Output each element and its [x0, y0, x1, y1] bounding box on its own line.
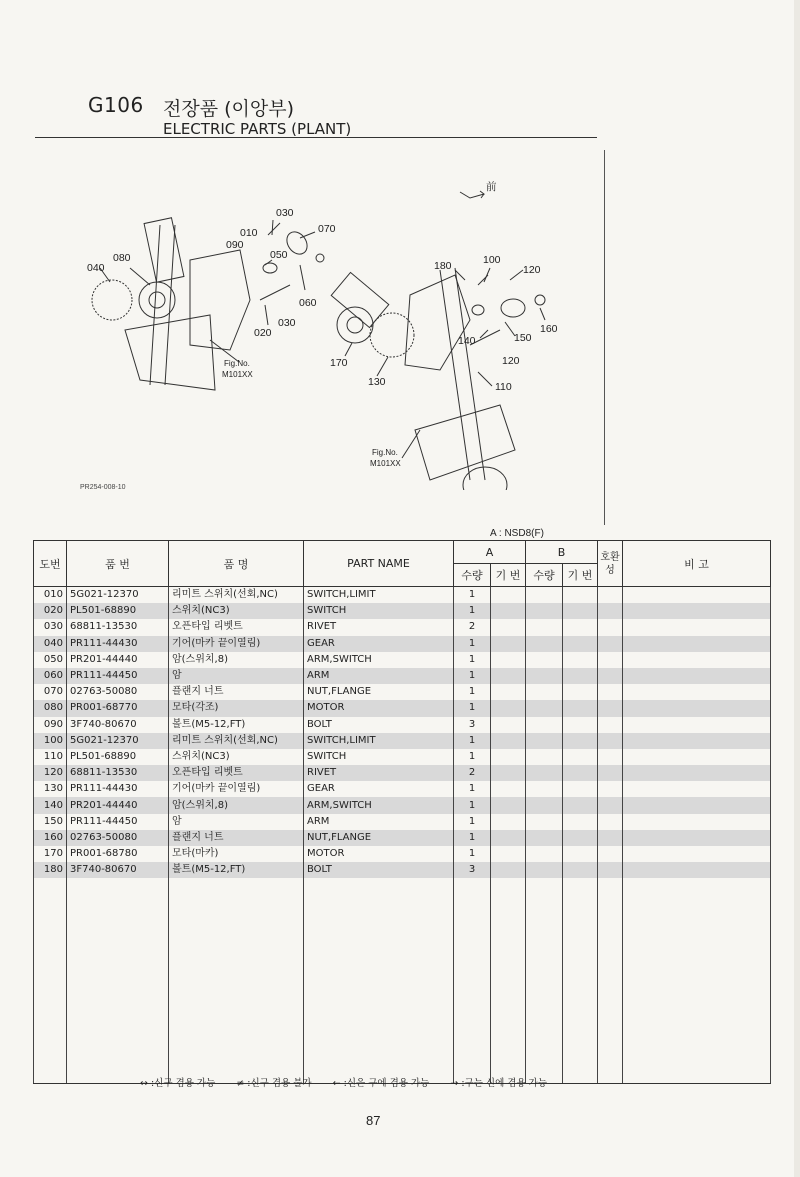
cell-qty-a: 1 — [454, 797, 491, 813]
cell-remarks — [623, 619, 771, 635]
cell-ref-no: 180 — [34, 862, 67, 878]
right-bracket — [405, 275, 470, 370]
cell-ref-no: 050 — [34, 652, 67, 668]
cell-part-name: ARM,SWITCH — [304, 652, 454, 668]
cell-serial-b — [563, 733, 598, 749]
legend-item: ↔ :신구 겸용 가능 — [140, 1078, 216, 1089]
cell-qty-b — [526, 749, 563, 765]
col-serial-a: 기 번 — [491, 564, 526, 587]
cell-compat — [598, 684, 623, 700]
cell-serial-b — [563, 717, 598, 733]
col-ref-no: 도번 — [34, 541, 67, 587]
empty-cell — [454, 878, 491, 1084]
cell-remarks — [623, 846, 771, 862]
empty-cell — [623, 878, 771, 1084]
table-row — [34, 603, 771, 619]
cell-part-name: ARM,SWITCH — [304, 797, 454, 813]
callout-170: 170 — [330, 357, 348, 369]
cell-serial-b — [563, 765, 598, 781]
cell-part-no: PR001-68770 — [67, 700, 169, 716]
cell-remarks — [623, 636, 771, 652]
col-name-ko: 품 명 — [169, 541, 304, 587]
table-row — [34, 862, 771, 878]
cell-part-no: PL501-68890 — [67, 603, 169, 619]
right-motor-gear — [337, 307, 373, 343]
cell-part-no: 3F740-80670 — [67, 862, 169, 878]
cell-serial-a — [491, 717, 526, 733]
fig-no-value-right: M101XX — [370, 459, 401, 468]
callout-060: 060 — [299, 297, 317, 309]
table-row — [34, 717, 771, 733]
cell-serial-b — [563, 587, 598, 604]
header-rule — [35, 137, 597, 138]
empty-cell — [491, 878, 526, 1084]
cell-name-ko: 암 — [169, 814, 304, 830]
callout-020: 020 — [254, 327, 272, 339]
cell-name-ko: 암 — [169, 668, 304, 684]
diagram-frame-line — [604, 150, 605, 525]
cell-serial-a — [491, 733, 526, 749]
table-row — [34, 797, 771, 813]
cell-qty-a: 2 — [454, 619, 491, 635]
cell-part-name: BOLT — [304, 717, 454, 733]
cell-name-ko: 플랜지 너트 — [169, 684, 304, 700]
parts-table-body — [34, 587, 771, 1084]
cell-compat — [598, 717, 623, 733]
drawing-code: PR254-008-10 — [80, 484, 126, 491]
cell-serial-b — [563, 684, 598, 700]
callout-160: 160 — [540, 323, 558, 335]
col-qty-b: 수량 — [526, 564, 563, 587]
empty-cell — [563, 878, 598, 1084]
cell-part-name: BOLT — [304, 862, 454, 878]
section-title-english: ELECTRIC PARTS (PLANT) — [163, 120, 352, 138]
callout-120: 120 — [523, 264, 541, 276]
exploded-parts-diagram — [0, 150, 604, 490]
legend-item: ← :신은 구에 겸용 가능 — [332, 1078, 430, 1089]
cell-remarks — [623, 862, 771, 878]
cell-part-no: 02763-50080 — [67, 684, 169, 700]
cell-qty-b — [526, 862, 563, 878]
cell-serial-a — [491, 781, 526, 797]
callout-080: 080 — [113, 252, 131, 264]
cell-ref-no: 120 — [34, 765, 67, 781]
cell-ref-no: 060 — [34, 668, 67, 684]
callout-070: 070 — [318, 223, 336, 235]
cell-compat — [598, 636, 623, 652]
cell-remarks — [623, 717, 771, 733]
cell-serial-b — [563, 846, 598, 862]
front-arrow-icon — [460, 191, 484, 198]
cell-qty-a: 1 — [454, 668, 491, 684]
col-remarks: 비 고 — [623, 541, 771, 587]
cell-name-ko: 모타(각조) — [169, 700, 304, 716]
cell-qty-a: 1 — [454, 636, 491, 652]
cell-name-ko: 오픈타입 리벳트 — [169, 765, 304, 781]
cell-name-ko: 스위치(NC3) — [169, 603, 304, 619]
cell-qty-b — [526, 814, 563, 830]
cell-part-name: GEAR — [304, 636, 454, 652]
cell-ref-no: 150 — [34, 814, 67, 830]
cell-qty-a: 1 — [454, 830, 491, 846]
cell-part-name: ARM — [304, 668, 454, 684]
cell-qty-a: 3 — [454, 717, 491, 733]
table-row — [34, 668, 771, 684]
cell-qty-a: 1 — [454, 814, 491, 830]
cell-serial-b — [563, 749, 598, 765]
cell-qty-b — [526, 830, 563, 846]
cell-qty-a: 1 — [454, 700, 491, 716]
cell-qty-b — [526, 684, 563, 700]
cell-ref-no: 030 — [34, 619, 67, 635]
table-row — [34, 846, 771, 862]
callout-120-lower: 120 — [502, 355, 520, 367]
cell-compat — [598, 700, 623, 716]
cell-serial-a — [491, 652, 526, 668]
cell-serial-a — [491, 830, 526, 846]
cell-compat — [598, 587, 623, 604]
cell-ref-no: 020 — [34, 603, 67, 619]
callout-030-lower: 030 — [278, 317, 296, 329]
cell-serial-b — [563, 603, 598, 619]
callout-090: 090 — [226, 239, 244, 251]
cell-serial-b — [563, 797, 598, 813]
cell-qty-b — [526, 781, 563, 797]
cell-name-ko: 스위치(NC3) — [169, 749, 304, 765]
cell-serial-a — [491, 587, 526, 604]
cell-serial-a — [491, 603, 526, 619]
cell-ref-no: 080 — [34, 700, 67, 716]
fig-no-label-right: Fig.No. — [372, 448, 398, 457]
callout-140: 140 — [458, 335, 476, 347]
callout-010: 010 — [240, 227, 258, 239]
table-row — [34, 814, 771, 830]
cell-part-name: RIVET — [304, 765, 454, 781]
col-serial-b: 기 번 — [563, 564, 598, 587]
cell-name-ko: 기어(마카 끝이열림) — [169, 636, 304, 652]
table-row — [34, 765, 771, 781]
callout-130: 130 — [368, 376, 386, 388]
cell-name-ko: 모타(마카) — [169, 846, 304, 862]
cell-qty-b — [526, 846, 563, 862]
cell-compat — [598, 846, 623, 862]
cell-serial-b — [563, 668, 598, 684]
cell-compat — [598, 797, 623, 813]
cell-part-no: PR001-68780 — [67, 846, 169, 862]
cell-remarks — [623, 668, 771, 684]
cell-qty-a: 1 — [454, 684, 491, 700]
cell-compat — [598, 781, 623, 797]
cell-ref-no: 130 — [34, 781, 67, 797]
cell-part-no: PR201-44440 — [67, 797, 169, 813]
table-row — [34, 636, 771, 652]
cell-ref-no: 010 — [34, 587, 67, 604]
table-row — [34, 619, 771, 635]
cell-qty-b — [526, 717, 563, 733]
fig-no-value-left: M101XX — [222, 370, 253, 379]
cell-serial-a — [491, 684, 526, 700]
cell-part-name: SWITCH — [304, 603, 454, 619]
cell-serial-a — [491, 636, 526, 652]
cell-qty-b — [526, 733, 563, 749]
cell-qty-a: 1 — [454, 846, 491, 862]
left-motor-shape — [144, 218, 184, 283]
cell-part-no: PR111-44450 — [67, 668, 169, 684]
table-row — [34, 733, 771, 749]
empty-cell — [169, 878, 304, 1084]
cell-ref-no: 170 — [34, 846, 67, 862]
cell-remarks — [623, 830, 771, 846]
cell-qty-a: 1 — [454, 781, 491, 797]
col-part-no: 품 번 — [67, 541, 169, 587]
cell-remarks — [623, 587, 771, 604]
callout-100: 100 — [483, 254, 501, 266]
empty-cell — [34, 878, 67, 1084]
cell-ref-no: 160 — [34, 830, 67, 846]
cell-remarks — [623, 652, 771, 668]
cell-part-name: RIVET — [304, 619, 454, 635]
table-row — [34, 652, 771, 668]
cell-serial-b — [563, 700, 598, 716]
cell-qty-a: 1 — [454, 652, 491, 668]
cell-qty-b — [526, 668, 563, 684]
table-row — [34, 781, 771, 797]
cell-part-no: 68811-13530 — [67, 765, 169, 781]
cell-name-ko: 볼트(M5-12,FT) — [169, 717, 304, 733]
left-bracket — [190, 250, 250, 350]
cell-ref-no: 140 — [34, 797, 67, 813]
parts-table — [33, 540, 771, 1084]
col-qty-a: 수량 — [454, 564, 491, 587]
cell-serial-a — [491, 862, 526, 878]
table-row — [34, 830, 771, 846]
cell-part-no: 68811-13530 — [67, 619, 169, 635]
front-label: 前 — [486, 181, 497, 193]
cell-qty-b — [526, 700, 563, 716]
table-row — [34, 749, 771, 765]
cell-serial-b — [563, 862, 598, 878]
cell-qty-b — [526, 587, 563, 604]
cell-serial-a — [491, 619, 526, 635]
cell-ref-no: 090 — [34, 717, 67, 733]
cell-qty-b — [526, 619, 563, 635]
section-title-korean: 전장품 (이앙부) — [163, 98, 294, 120]
col-group-a: A — [454, 541, 526, 564]
cell-qty-a: 3 — [454, 862, 491, 878]
cell-serial-a — [491, 797, 526, 813]
callout-030: 030 — [276, 207, 294, 219]
callout-180: 180 — [434, 260, 452, 272]
cell-qty-a: 1 — [454, 749, 491, 765]
cell-serial-a — [491, 700, 526, 716]
cell-part-name: NUT,FLANGE — [304, 684, 454, 700]
fig-no-label-left: Fig.No. — [224, 359, 250, 368]
cell-part-name: MOTOR — [304, 700, 454, 716]
cell-remarks — [623, 765, 771, 781]
cell-serial-a — [491, 765, 526, 781]
cell-qty-b — [526, 636, 563, 652]
callout-150: 150 — [514, 332, 532, 344]
cell-name-ko: 리미트 스위치(선회,NC) — [169, 733, 304, 749]
cell-serial-b — [563, 652, 598, 668]
cell-qty-a: 1 — [454, 603, 491, 619]
cell-compat — [598, 862, 623, 878]
table-empty-area — [34, 878, 771, 1084]
cell-serial-b — [563, 619, 598, 635]
cell-compat — [598, 814, 623, 830]
cell-part-name: SWITCH,LIMIT — [304, 587, 454, 604]
cell-part-no: PR201-44440 — [67, 652, 169, 668]
legend-item: ≠ :신구 겸용 불가 — [236, 1078, 312, 1089]
empty-cell — [598, 878, 623, 1084]
cell-compat — [598, 733, 623, 749]
cell-ref-no: 040 — [34, 636, 67, 652]
cell-serial-a — [491, 846, 526, 862]
compatibility-legend — [140, 1075, 565, 1089]
cell-part-no: PR111-44430 — [67, 636, 169, 652]
cell-part-no: 3F740-80670 — [67, 717, 169, 733]
cell-part-no: 02763-50080 — [67, 830, 169, 846]
model-designation: A : NSD8(F) — [490, 528, 544, 539]
cell-part-name: GEAR — [304, 781, 454, 797]
cell-part-name: SWITCH,LIMIT — [304, 733, 454, 749]
cell-part-name: SWITCH — [304, 749, 454, 765]
cell-compat — [598, 619, 623, 635]
cell-name-ko: 암(스위치,8) — [169, 652, 304, 668]
cell-name-ko: 암(스위치,8) — [169, 797, 304, 813]
cell-name-ko: 볼트(M5-12,FT) — [169, 862, 304, 878]
cell-compat — [598, 668, 623, 684]
cell-serial-a — [491, 668, 526, 684]
cell-part-name: ARM — [304, 814, 454, 830]
cell-compat — [598, 830, 623, 846]
legend-item: → :구는 신에 겸용 가능 — [450, 1078, 547, 1089]
cell-name-ko: 오픈타입 리벳트 — [169, 619, 304, 635]
empty-cell — [526, 878, 563, 1084]
cell-serial-b — [563, 830, 598, 846]
cell-remarks — [623, 700, 771, 716]
cell-serial-a — [491, 749, 526, 765]
cell-name-ko: 플랜지 너트 — [169, 830, 304, 846]
cell-qty-a: 1 — [454, 587, 491, 604]
empty-cell — [67, 878, 169, 1084]
page-number: 87 — [366, 1113, 381, 1128]
cell-remarks — [623, 797, 771, 813]
cell-name-ko: 리미트 스위치(선회,NC) — [169, 587, 304, 604]
cell-remarks — [623, 733, 771, 749]
callout-040: 040 — [87, 262, 105, 274]
cell-ref-no: 070 — [34, 684, 67, 700]
cell-part-no: 5G021-12370 — [67, 587, 169, 604]
cell-qty-a: 1 — [454, 733, 491, 749]
callout-050: 050 — [270, 249, 288, 261]
cell-part-no: PR111-44430 — [67, 781, 169, 797]
table-row — [34, 587, 771, 604]
empty-cell — [304, 878, 454, 1084]
cell-remarks — [623, 781, 771, 797]
cell-compat — [598, 603, 623, 619]
cell-part-no: 5G021-12370 — [67, 733, 169, 749]
col-compat: 호환성 — [598, 541, 623, 587]
cell-serial-b — [563, 636, 598, 652]
cell-serial-b — [563, 814, 598, 830]
cell-compat — [598, 765, 623, 781]
cell-qty-a: 2 — [454, 765, 491, 781]
col-group-b: B — [526, 541, 598, 564]
cell-qty-b — [526, 765, 563, 781]
cell-qty-b — [526, 603, 563, 619]
cell-qty-b — [526, 797, 563, 813]
cell-remarks — [623, 814, 771, 830]
section-code: G106 — [88, 93, 144, 117]
cell-remarks — [623, 684, 771, 700]
col-part-name: PART NAME — [304, 541, 454, 587]
table-row — [34, 700, 771, 716]
cell-remarks — [623, 603, 771, 619]
cell-serial-a — [491, 814, 526, 830]
cell-part-name: NUT,FLANGE — [304, 830, 454, 846]
cell-part-name: MOTOR — [304, 846, 454, 862]
callout-110: 110 — [495, 381, 512, 393]
cell-serial-b — [563, 781, 598, 797]
cell-compat — [598, 749, 623, 765]
cell-remarks — [623, 749, 771, 765]
left-base-frame — [125, 315, 215, 390]
cell-part-no: PL501-68890 — [67, 749, 169, 765]
cell-name-ko: 기어(마카 끝이열림) — [169, 781, 304, 797]
left-sector-gear — [92, 280, 132, 320]
table-row — [34, 684, 771, 700]
cell-ref-no: 110 — [34, 749, 67, 765]
cell-part-no: PR111-44450 — [67, 814, 169, 830]
cell-qty-b — [526, 652, 563, 668]
cell-compat — [598, 652, 623, 668]
cell-ref-no: 100 — [34, 733, 67, 749]
